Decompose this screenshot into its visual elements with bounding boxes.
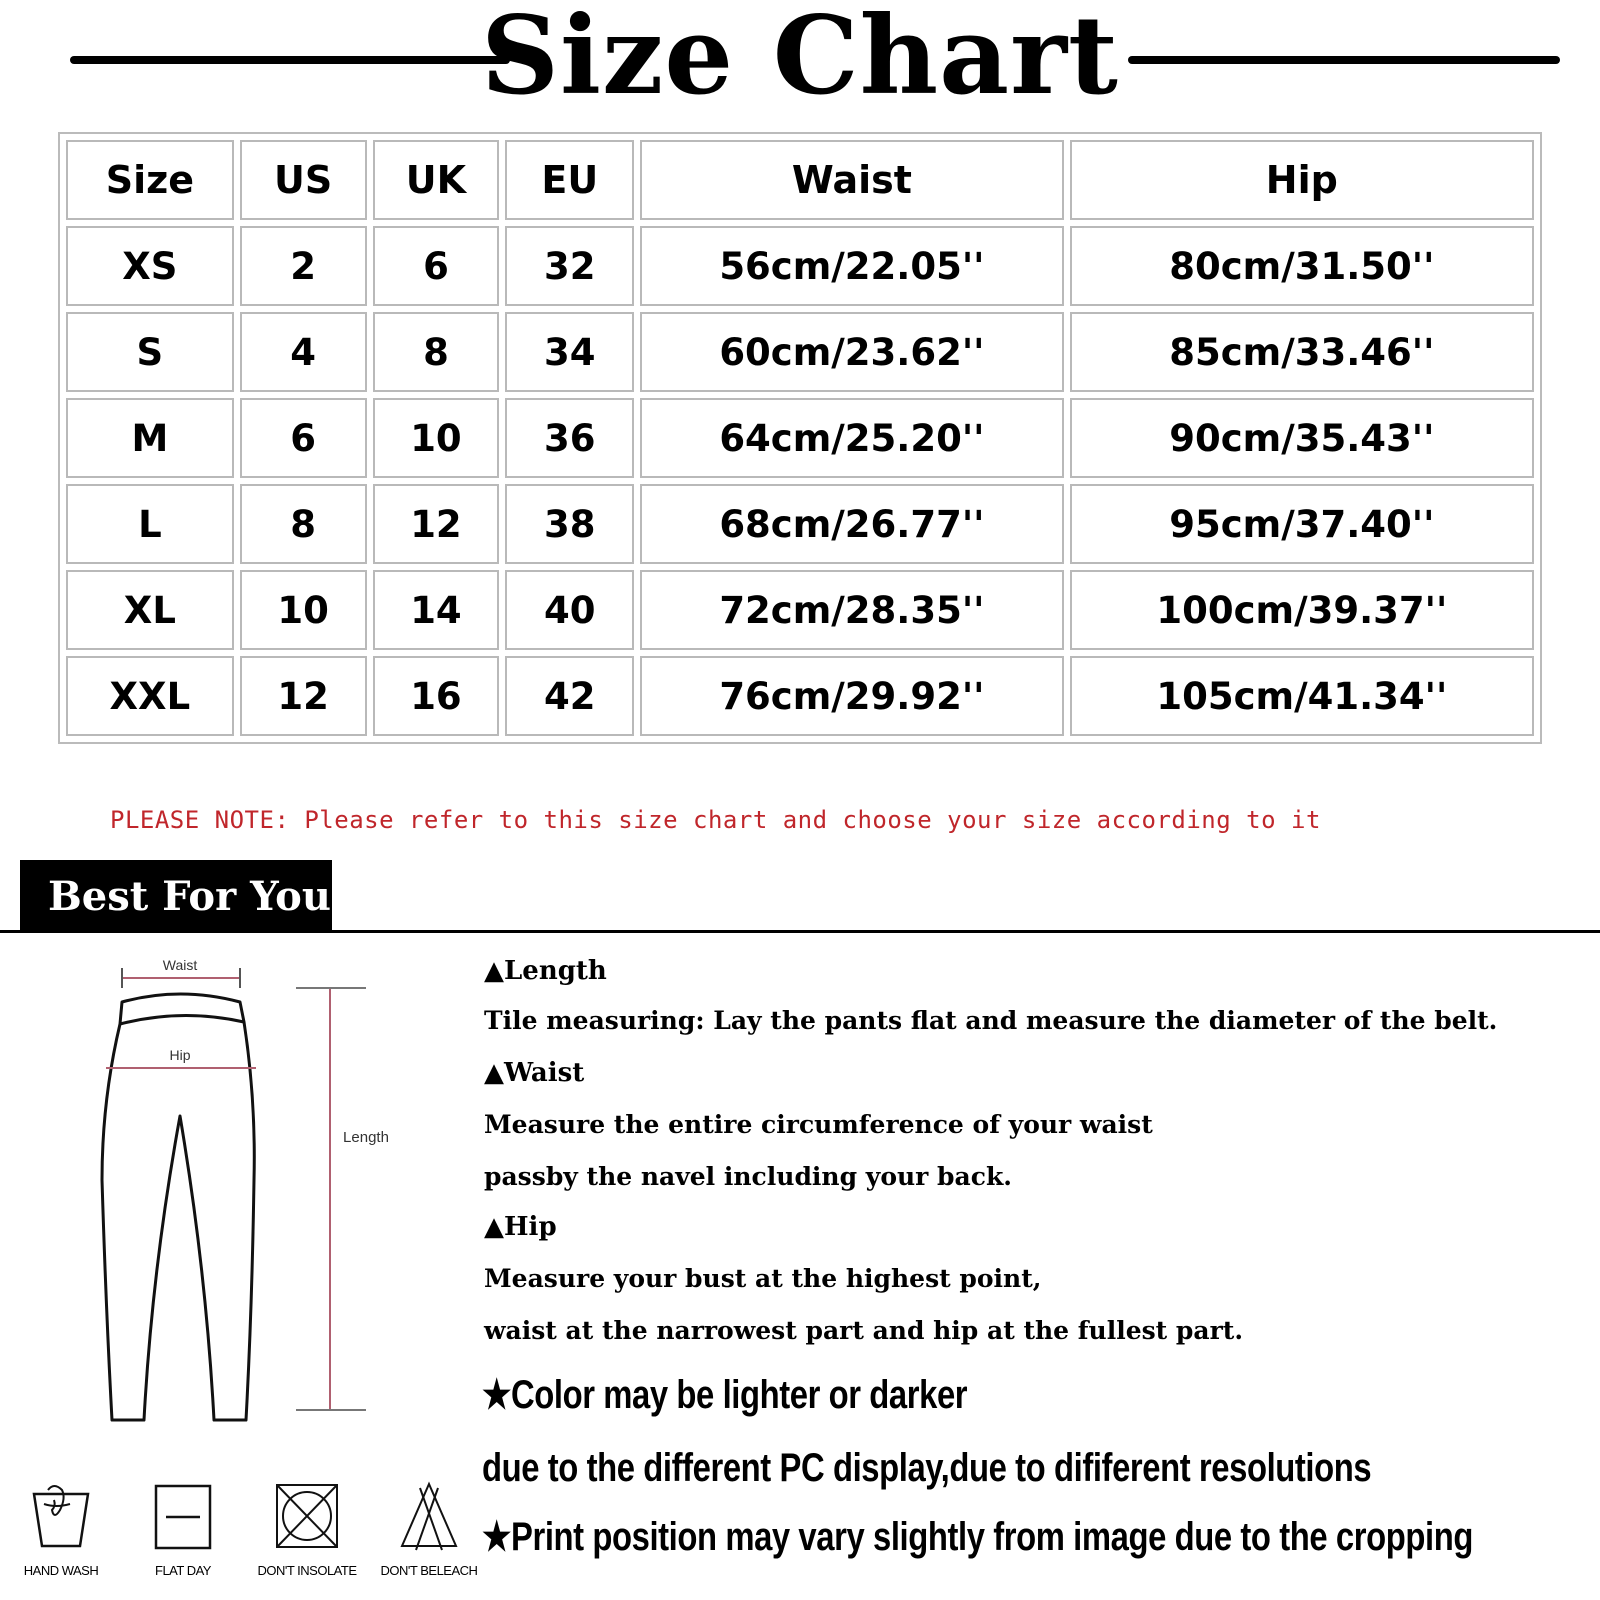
print-notice: ★Print position may vary slightly from image due to the cropping [482, 1515, 1473, 1559]
length-text: Tile measuring: Lay the pants flat and measure the diameter of the belt. [484, 1006, 1498, 1035]
section-title: Best For You [20, 860, 332, 933]
cell-hip: 100cm/39.37'' [1070, 570, 1534, 650]
color-notice-2: due to the different PC display,due to dififerent resolutions [482, 1446, 1372, 1490]
table-row [66, 570, 1534, 650]
section-rule [0, 930, 1600, 933]
flat-dry-icon [148, 1480, 218, 1552]
hip-text-1: Measure your bust at the highest point, [484, 1264, 1042, 1293]
care-label: HAND WASH [23, 1563, 99, 1578]
cell-uk: 10 [373, 398, 500, 478]
size-table [60, 134, 1540, 742]
care-label: FLAT DAY [155, 1563, 211, 1578]
cell-size: XL [66, 570, 234, 650]
cell-eu: 42 [505, 656, 634, 736]
header-waist: Waist [640, 140, 1063, 220]
cell-hip: 85cm/33.46'' [1070, 312, 1534, 392]
cell-hip: 105cm/41.34'' [1070, 656, 1534, 736]
cell-eu: 40 [505, 570, 634, 650]
header-us: US [240, 140, 367, 220]
table-header-row [66, 140, 1534, 220]
cell-waist: 76cm/29.92'' [640, 656, 1063, 736]
hand-wash-icon [26, 1480, 96, 1552]
cell-size: XXL [66, 656, 234, 736]
table-row [66, 484, 1534, 564]
cell-uk: 16 [373, 656, 500, 736]
title-rule-right [1128, 56, 1560, 64]
care-dont-insolate [252, 1480, 362, 1578]
cell-us: 6 [240, 398, 367, 478]
cell-waist: 72cm/28.35'' [640, 570, 1063, 650]
care-flat-dry [128, 1480, 238, 1578]
header-eu: EU [505, 140, 634, 220]
color-notice-1: ★Color may be lighter or darker [482, 1373, 968, 1417]
waist-text-1: Measure the entire circumference of your waist [484, 1110, 1153, 1139]
waist-text-2: passby the navel including your back. [484, 1162, 1012, 1191]
table-row [66, 656, 1534, 736]
cell-waist: 68cm/26.77'' [640, 484, 1063, 564]
cell-uk: 12 [373, 484, 500, 564]
cell-waist: 64cm/25.20'' [640, 398, 1063, 478]
cell-us: 8 [240, 484, 367, 564]
cell-eu: 32 [505, 226, 634, 306]
care-label: DON'T INSOLATE [257, 1563, 357, 1578]
care-hand-wash [6, 1480, 116, 1578]
cell-uk: 14 [373, 570, 500, 650]
cell-size: L [66, 484, 234, 564]
care-label: DON'T BELEACH [380, 1563, 478, 1578]
length-heading: ▲Length [484, 956, 607, 986]
waist-heading: ▲Waist [484, 1058, 585, 1088]
cell-uk: 8 [373, 312, 500, 392]
cell-hip: 90cm/35.43'' [1070, 398, 1534, 478]
table-row [66, 398, 1534, 478]
header-size: Size [66, 140, 234, 220]
care-dont-bleach [374, 1480, 484, 1578]
cell-us: 10 [240, 570, 367, 650]
hip-label: Hip [169, 1047, 191, 1063]
size-note: PLEASE NOTE: Please refer to this size chart and choose your size according to it [110, 806, 1321, 834]
cell-hip: 80cm/31.50'' [1070, 226, 1534, 306]
waist-label: Waist [162, 957, 198, 973]
cell-us: 12 [240, 656, 367, 736]
length-measure-line [296, 988, 366, 1410]
table-row [66, 312, 1534, 392]
cell-size: XS [66, 226, 234, 306]
cell-waist: 60cm/23.62'' [640, 312, 1063, 392]
header-uk: UK [373, 140, 500, 220]
pants-diagram [40, 950, 460, 1450]
dont-insolate-icon [272, 1480, 342, 1552]
page-title: Size Chart [481, 0, 1119, 119]
cell-us: 4 [240, 312, 367, 392]
cell-hip: 95cm/37.40'' [1070, 484, 1534, 564]
cell-waist: 56cm/22.05'' [640, 226, 1063, 306]
hip-text-2: waist at the narrowest part and hip at the fullest part. [484, 1316, 1244, 1345]
header-hip: Hip [1070, 140, 1534, 220]
cell-size: S [66, 312, 234, 392]
table-row [66, 226, 1534, 306]
cell-eu: 36 [505, 398, 634, 478]
cell-eu: 34 [505, 312, 634, 392]
cell-eu: 38 [505, 484, 634, 564]
cell-size: M [66, 398, 234, 478]
dont-bleach-icon [394, 1480, 464, 1552]
cell-us: 2 [240, 226, 367, 306]
length-label: Length [343, 1129, 389, 1146]
cell-uk: 6 [373, 226, 500, 306]
hip-heading: ▲Hip [484, 1212, 557, 1242]
